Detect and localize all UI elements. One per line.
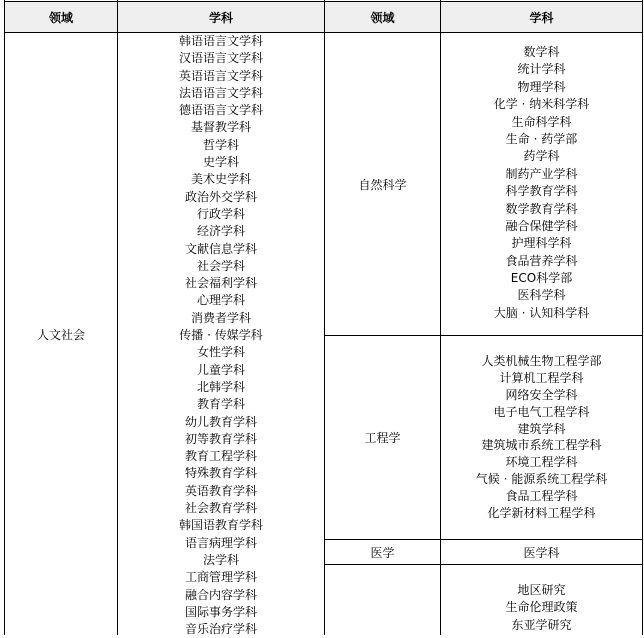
list-item: 心理学科	[196, 293, 245, 308]
list-item: 儿童学科	[196, 362, 245, 377]
grid-line	[117, 0, 118, 635]
list-item: 环境工程学科	[505, 455, 578, 470]
grid-line	[4, 0, 5, 635]
list-item: 护理科学科	[511, 236, 572, 251]
list-item: 德语语言文学科	[178, 103, 263, 118]
field-other	[325, 565, 440, 635]
medicine-subject: 医学科	[523, 545, 560, 560]
list-item: 文献信息学科	[184, 241, 257, 256]
grid-line	[324, 335, 643, 336]
list-item: 融合内容学科	[184, 587, 257, 602]
list-item: 计算机工程学科	[499, 370, 584, 385]
list-item: 国际事务学科	[184, 604, 257, 619]
list-item: 特殊教育学科	[184, 466, 257, 481]
field-medicine: 医学	[370, 545, 395, 560]
field-natural-science: 自然科学	[358, 177, 407, 192]
list-item: 行政学科	[196, 206, 245, 221]
list-item: 气候 · 能源系统工程学科	[475, 472, 608, 487]
list-item: 融合保健学科	[505, 218, 578, 233]
list-item: 传播 · 传媒学科	[179, 328, 263, 343]
list-item: 政治外交学科	[184, 189, 257, 204]
list-item: 史学科	[202, 155, 239, 170]
list-item: 音乐治疗学科	[184, 622, 257, 637]
list-item: 工商管理学科	[184, 570, 257, 585]
list-item: 韩语语言文学科	[178, 34, 263, 48]
list-item: 幼儿教育学科	[184, 414, 257, 429]
humanities-subject-list	[118, 33, 324, 638]
list-item: 人类机械生物工程学部	[481, 354, 602, 368]
list-item: 消费者学科	[190, 310, 251, 325]
list-item: 女性学科	[196, 345, 245, 360]
list-item: 英语教育学科	[184, 483, 257, 498]
list-item: 法语语言文学科	[178, 85, 263, 100]
list-item: 统计学科	[517, 62, 566, 77]
grid-line	[324, 564, 643, 565]
grid-line	[324, 539, 643, 540]
list-item: 医科学科	[517, 288, 566, 303]
list-item: 化学新材料工程学科	[487, 506, 596, 521]
header-field-right: 领域	[325, 2, 440, 32]
list-item: 生命 · 药学部	[505, 131, 578, 146]
header-field-left: 领域	[5, 2, 117, 32]
list-item: 建筑学科	[517, 421, 566, 436]
list-item: 网络安全学科	[505, 387, 578, 402]
list-item: 科学教育学科	[505, 184, 578, 199]
other-subject-list	[441, 582, 642, 634]
list-item: 哲学科	[202, 137, 239, 152]
list-item: 东亚学研究	[511, 617, 572, 632]
field-engineering: 工程学	[364, 431, 401, 445]
list-item: 英语语言文学科	[178, 68, 263, 83]
list-item: 食品工程学科	[505, 489, 578, 504]
list-item: 药学科	[523, 149, 560, 164]
header-subject-left: 学科	[118, 2, 324, 32]
list-item: 数学教育学科	[505, 201, 578, 216]
header-subject-right: 学科	[441, 2, 642, 32]
list-item: 韩国语教育学科	[178, 518, 263, 533]
field-humanities: 人文社会	[36, 327, 85, 342]
list-item: 数学科	[523, 45, 560, 59]
list-item: 生命伦理政策	[505, 600, 578, 615]
list-item: 建筑城市系统工程学科	[481, 438, 602, 453]
list-item: 制药产业学科	[505, 166, 578, 181]
list-item: 社会教育学科	[184, 501, 257, 516]
list-item: 北韩学科	[196, 379, 245, 394]
grid-line	[4, 32, 643, 33]
list-item: 生命科学科	[511, 114, 572, 129]
list-item: 电子电气工程学科	[493, 404, 590, 419]
list-item: 经济学科	[196, 224, 245, 239]
list-item: 初等教育学科	[184, 431, 257, 446]
list-item: 法学科	[202, 552, 239, 567]
list-item: ECO科学部	[510, 271, 573, 286]
list-item: 汉语语言文学科	[178, 51, 263, 66]
list-item: 教育工程学科	[184, 449, 257, 464]
list-item: 美术史学科	[190, 172, 251, 187]
list-item: 大脑 · 认知科学科	[493, 305, 590, 320]
list-item: 地区研究	[517, 583, 566, 597]
engineering-subject-list	[441, 353, 642, 522]
list-item: 基督教学科	[190, 120, 251, 135]
list-item: 语言病理学科	[184, 535, 257, 550]
list-item: 社会学科	[196, 258, 245, 273]
list-item: 教育学科	[196, 397, 245, 412]
natural-subject-list	[441, 44, 642, 322]
list-item: 化学 · 纳米科学科	[493, 97, 590, 112]
list-item: 物理学科	[517, 79, 566, 94]
list-item: 社会福利学科	[184, 276, 257, 291]
grid-line	[4, 1, 643, 2]
list-item: 食品营养学科	[505, 253, 578, 268]
